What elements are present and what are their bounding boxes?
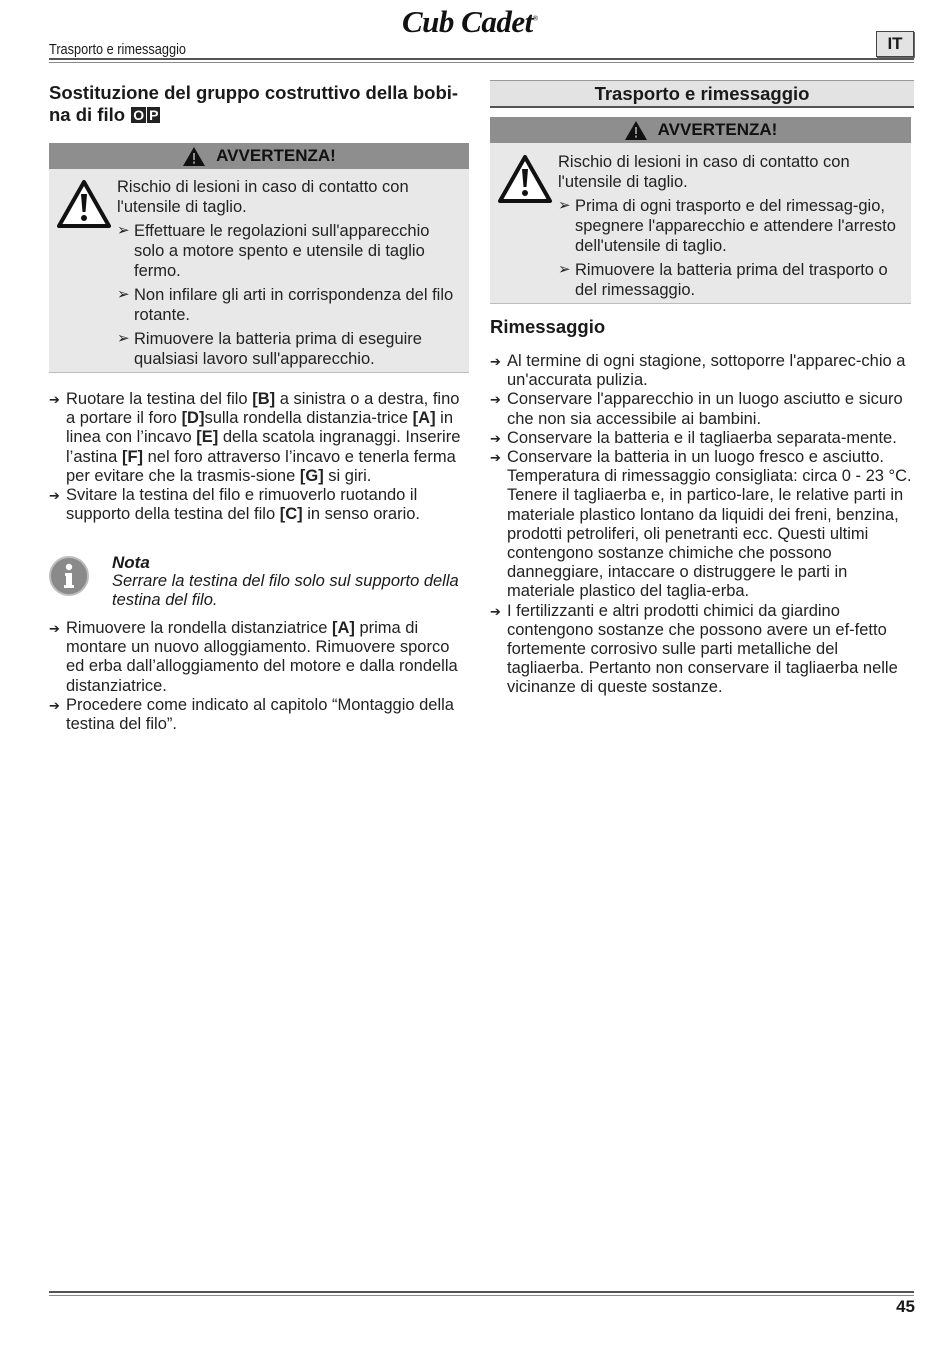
footer-divider xyxy=(49,1291,914,1293)
figure-label-p: P xyxy=(149,107,159,123)
figure-label-o: O xyxy=(133,107,145,123)
storage-step: ➔ I fertilizzanti e altri prodotti chimici da giardino contengono sostanze che possono avere un ef-fetto fortemente corrosivo sulle parti metalliche del tagliaerba. Pertanto non conservare il tagliaerba nelle vicinanze di queste sostanze. xyxy=(490,601,898,697)
page-number: 45 xyxy=(896,1297,915,1316)
instruction-step: ➔ Rimuovere la rondella distanziatrice [A] prima di montare un nuovo alloggiamento. Rimuovere sporco ed erba dall’alloggiamento del motore e dalla rondella distanziatrice. xyxy=(49,619,458,695)
storage-step: ➔ Conservare la batteria e il tagliaerba separata-mente. xyxy=(490,428,897,447)
info-icon xyxy=(49,556,89,596)
instruction-step: ➔ Procedere come indicato al capitolo “Montaggio della testina del filo”. xyxy=(49,695,454,734)
warning-header: AVVERTENZA! xyxy=(490,117,911,143)
section-heading-transport-storage: Trasporto e rimessaggio xyxy=(490,80,914,108)
header-divider-thin xyxy=(49,62,914,63)
footer-divider-thin xyxy=(49,1295,914,1296)
warning-intro: Rischio di lesioni in caso di contatto con l'utensile di taglio. xyxy=(117,178,409,216)
language-badge: IT xyxy=(876,31,914,57)
warning-item: ➢ Rimuovere la batteria prima di eseguire qualsiasi lavoro sull'apparecchio. xyxy=(117,330,422,368)
instruction-step: ➔ Svitare la testina del filo e rimuoverlo ruotando il supporto della testina del filo [C] in senso orario. xyxy=(49,486,421,524)
warning-box-right xyxy=(490,117,911,304)
warning-text xyxy=(558,152,906,300)
storage-list xyxy=(490,352,914,698)
header-divider xyxy=(49,58,914,60)
note-title: Nota xyxy=(112,553,150,572)
running-head: Trasporto e rimessaggio xyxy=(49,41,187,58)
instruction-list-2 xyxy=(49,619,469,734)
storage-step: ➔ Conservare l'apparecchio in un luogo asciutto e sicuro che non sia accessibile ai bambini. xyxy=(490,390,903,428)
warning-item: ➢ Prima di ogni trasporto e del rimessag-gio, spegnere l'apparecchio e attendere l'arresto dell'utensile di taglio. xyxy=(558,197,896,255)
warning-intro: Rischio di lesioni in caso di contatto con l'utensile di taglio. xyxy=(558,153,850,191)
warning-triangle-icon xyxy=(497,154,553,204)
warning-small-icon xyxy=(624,120,648,141)
warning-text xyxy=(117,177,462,369)
section-heading-spool-replacement: Sostituzione del gruppo costruttivo della bobi- na di filo O P xyxy=(49,82,459,125)
storage-step: ➔ Conservare la batteria in un luogo fresco e asciutto. Temperatura di rimessaggio consigliata: circa 0 - 23 °C. Tenere il tagliaerba e, in partico-lare, le relative parti in materiale plastico lontano da liquidi dei freni, benzina, prodotti petroliferi, oli penetranti ecc. Questi ultimi contengono sostanze chimiche che possono danneggiare, intaccare o distruggere le parti in materiale plastico del taglia-erba. xyxy=(490,448,912,601)
warning-box-left xyxy=(49,143,469,373)
storage-step: ➔ Al termine di ogni stagione, sottoporre l'apparec-chio a un'accurata pulizia. xyxy=(490,352,906,390)
warning-item: ➢ Effettuare le regolazioni sull'apparecchio solo a motore spento e utensile di taglio fermo. xyxy=(117,222,430,280)
warning-item: ➢ Rimuovere la batteria prima del trasporto o del rimessaggio. xyxy=(558,261,888,299)
warning-header: AVVERTENZA! xyxy=(49,143,469,169)
brand-logo: Cub Cadet® xyxy=(402,4,538,39)
warning-item: ➢ Non infilare gli arti in corrispondenza del filo rotante. xyxy=(117,286,454,324)
instruction-step: ➔ Ruotare la testina del filo [B] a sinistra o a destra, fino a portare il foro [D]sulla rondella distanzia-trice [A] in linea con l’incavo [E] della scatola ingranaggi. Inserire l’astina [F] nel foro attraverso l’incavo e tenerla ferma per evitare che la trasmis-sione [G] si giri. xyxy=(49,390,461,485)
subheading-storage: Rimessaggio xyxy=(490,316,606,337)
warning-triangle-icon xyxy=(56,179,112,229)
note-text: Serrare la testina del filo solo sul supporto della testina del filo. xyxy=(112,572,459,609)
warning-small-icon xyxy=(182,146,206,167)
instruction-list-1 xyxy=(49,390,469,524)
